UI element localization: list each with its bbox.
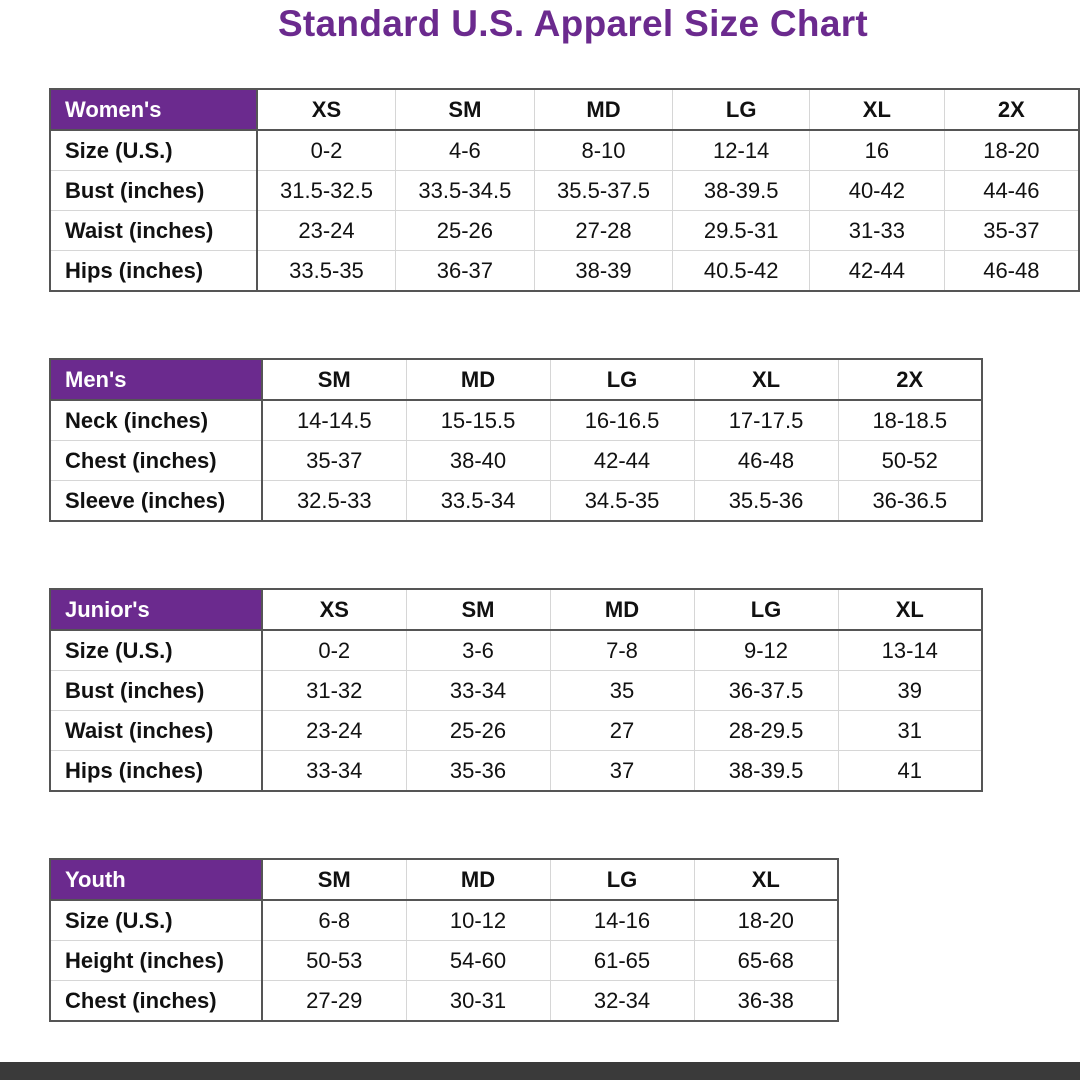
juniors-size-table	[49, 588, 984, 792]
table-row	[50, 751, 982, 792]
row-label: Size (U.S.)	[50, 130, 257, 171]
size-column-header: SM	[262, 359, 406, 400]
table-cell: 27-29	[262, 981, 406, 1022]
row-label: Height (inches)	[50, 941, 262, 981]
section-heading: Men's	[50, 359, 262, 400]
table-cell: 35-37	[944, 211, 1079, 251]
table-cell: 39	[838, 671, 982, 711]
table-cell: 46-48	[944, 251, 1079, 292]
table-cell: 32.5-33	[262, 481, 406, 522]
table-cell: 36-37	[396, 251, 535, 292]
table-cell: 35	[550, 671, 694, 711]
table-cell: 50-53	[262, 941, 406, 981]
size-column-header: LG	[694, 589, 838, 630]
row-label: Size (U.S.)	[50, 900, 262, 941]
section-heading: Junior's	[50, 589, 262, 630]
table-cell: 37	[550, 751, 694, 792]
table-row	[50, 981, 838, 1022]
table-row	[50, 400, 982, 441]
row-label: Waist (inches)	[50, 211, 257, 251]
table-cell: 42-44	[550, 441, 694, 481]
table-cell: 28-29.5	[694, 711, 838, 751]
size-column-header: XL	[694, 859, 838, 900]
row-label: Chest (inches)	[50, 441, 262, 481]
table-cell: 38-39.5	[694, 751, 838, 792]
table-cell: 29.5-31	[673, 211, 810, 251]
table-cell: 36-36.5	[838, 481, 982, 522]
table-cell: 18-20	[694, 900, 838, 941]
bottom-bar	[0, 1062, 1080, 1080]
row-label: Waist (inches)	[50, 711, 262, 751]
table-cell: 50-52	[838, 441, 982, 481]
row-label: Sleeve (inches)	[50, 481, 262, 522]
table-cell: 27-28	[534, 211, 673, 251]
table-cell: 35.5-37.5	[534, 171, 673, 211]
table-cell: 9-12	[694, 630, 838, 671]
table-cell: 25-26	[396, 211, 535, 251]
table-cell: 44-46	[944, 171, 1079, 211]
table-cell: 14-14.5	[262, 400, 406, 441]
size-column-header: MD	[406, 859, 550, 900]
table-cell: 10-12	[406, 900, 550, 941]
table-cell: 46-48	[694, 441, 838, 481]
table-row	[50, 211, 1079, 251]
table-cell: 40-42	[810, 171, 945, 211]
table-cell: 17-17.5	[694, 400, 838, 441]
table-cell: 0-2	[262, 630, 406, 671]
row-label: Bust (inches)	[50, 671, 262, 711]
size-column-header: XL	[810, 89, 945, 130]
size-column-header: 2X	[944, 89, 1079, 130]
mens-size-table	[49, 358, 984, 522]
size-column-header: XS	[262, 589, 406, 630]
table-cell: 3-6	[406, 630, 550, 671]
table-cell: 41	[838, 751, 982, 792]
row-label: Neck (inches)	[50, 400, 262, 441]
table-cell: 38-40	[406, 441, 550, 481]
table-cell: 16-16.5	[550, 400, 694, 441]
table-cell: 23-24	[257, 211, 396, 251]
table-cell: 35.5-36	[694, 481, 838, 522]
table-cell: 31	[838, 711, 982, 751]
row-label: Chest (inches)	[50, 981, 262, 1022]
table-cell: 25-26	[406, 711, 550, 751]
table-cell: 30-31	[406, 981, 550, 1022]
table-row	[50, 251, 1079, 292]
row-label: Bust (inches)	[50, 171, 257, 211]
table-row	[50, 130, 1079, 171]
row-label: Hips (inches)	[50, 751, 262, 792]
table-cell: 4-6	[396, 130, 535, 171]
table-cell: 35-37	[262, 441, 406, 481]
size-column-header: XS	[257, 89, 396, 130]
table-cell: 33.5-34	[406, 481, 550, 522]
size-column-header: SM	[262, 859, 406, 900]
table-cell: 35-36	[406, 751, 550, 792]
size-column-header: MD	[550, 589, 694, 630]
table-cell: 14-16	[550, 900, 694, 941]
table-cell: 15-15.5	[406, 400, 550, 441]
size-column-header: XL	[694, 359, 838, 400]
table-cell: 42-44	[810, 251, 945, 292]
section-heading: Youth	[50, 859, 262, 900]
table-cell: 18-18.5	[838, 400, 982, 441]
table-cell: 32-34	[550, 981, 694, 1022]
table-row	[50, 171, 1079, 211]
size-column-header: SM	[406, 589, 550, 630]
size-column-header: SM	[396, 89, 535, 130]
table-cell: 33-34	[262, 751, 406, 792]
size-column-header: 2X	[838, 359, 982, 400]
table-cell: 6-8	[262, 900, 406, 941]
table-row	[50, 441, 982, 481]
size-table-grid	[49, 88, 1080, 292]
table-cell: 12-14	[673, 130, 810, 171]
table-cell: 8-10	[534, 130, 673, 171]
table-cell: 13-14	[838, 630, 982, 671]
table-cell: 0-2	[257, 130, 396, 171]
table-cell: 31-33	[810, 211, 945, 251]
page-title: Standard U.S. Apparel Size Chart	[277, 3, 869, 44]
table-cell: 38-39	[534, 251, 673, 292]
size-column-header: LG	[673, 89, 810, 130]
size-table-grid	[49, 858, 839, 1022]
size-column-header: MD	[406, 359, 550, 400]
table-cell: 33-34	[406, 671, 550, 711]
table-row	[50, 711, 982, 751]
row-label: Hips (inches)	[50, 251, 257, 292]
table-cell: 33.5-34.5	[396, 171, 535, 211]
womens-size-table	[49, 88, 1080, 292]
table-cell: 40.5-42	[673, 251, 810, 292]
table-cell: 7-8	[550, 630, 694, 671]
table-cell: 27	[550, 711, 694, 751]
table-header-row	[50, 859, 838, 900]
section-heading: Women's	[50, 89, 257, 130]
table-row	[50, 671, 982, 711]
table-cell: 34.5-35	[550, 481, 694, 522]
table-cell: 36-37.5	[694, 671, 838, 711]
size-column-header: LG	[550, 859, 694, 900]
table-cell: 33.5-35	[257, 251, 396, 292]
table-cell: 31-32	[262, 671, 406, 711]
size-column-header: LG	[550, 359, 694, 400]
table-row	[50, 900, 838, 941]
table-cell: 36-38	[694, 981, 838, 1022]
size-table-grid	[49, 588, 983, 792]
table-cell: 18-20	[944, 130, 1079, 171]
table-cell: 61-65	[550, 941, 694, 981]
table-row	[50, 481, 982, 522]
row-label: Size (U.S.)	[50, 630, 262, 671]
table-cell: 38-39.5	[673, 171, 810, 211]
table-cell: 16	[810, 130, 945, 171]
table-cell: 54-60	[406, 941, 550, 981]
table-header-row	[50, 589, 982, 630]
table-row	[50, 630, 982, 671]
size-column-header: XL	[838, 589, 982, 630]
table-header-row	[50, 359, 982, 400]
size-column-header: MD	[534, 89, 673, 130]
youth-size-table	[49, 858, 840, 1022]
table-cell: 65-68	[694, 941, 838, 981]
size-table-grid	[49, 358, 983, 522]
table-cell: 23-24	[262, 711, 406, 751]
table-cell: 31.5-32.5	[257, 171, 396, 211]
table-row	[50, 941, 838, 981]
table-header-row	[50, 89, 1079, 130]
